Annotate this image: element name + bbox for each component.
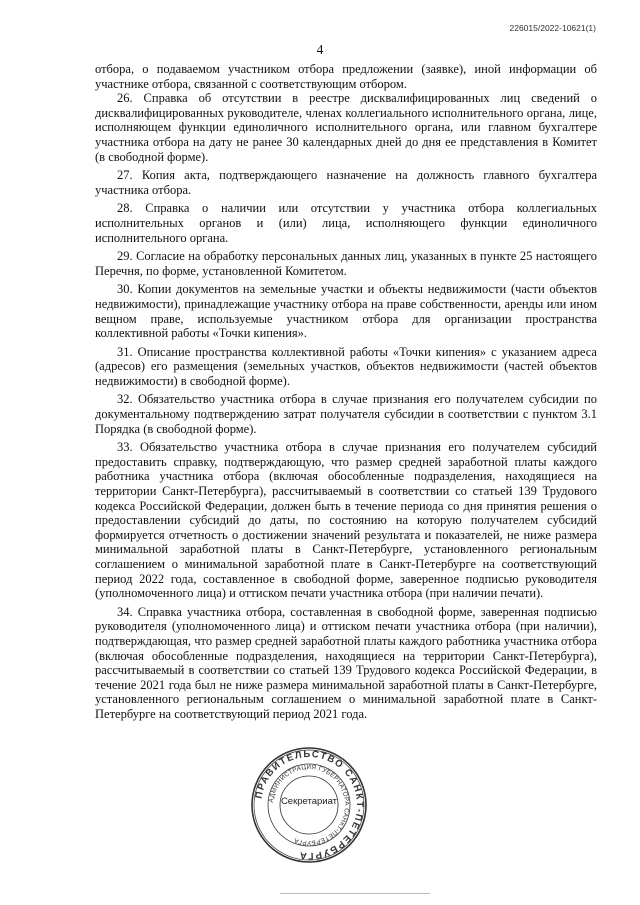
paragraph-item-28: 28. Справка о наличии или отсутствии у участника отбора коллегиальных исполнительных органов и (или) лица, исполняющего функции единоличного исполнительного органа. xyxy=(95,201,597,245)
document-id: 226015/2022-10621(1) xyxy=(509,23,596,33)
svg-text:ПРАВИТЕЛЬСТВО САНКТ-ПЕТЕРБУРГА: ПРАВИТЕЛЬСТВО САНКТ-ПЕТЕРБУРГА xyxy=(253,748,366,862)
paragraph-item-27: 27. Копия акта, подтверждающего назначение на должность главного бухгалтера участника отбора. xyxy=(95,168,597,197)
paragraph-item-31: 31. Описание пространства коллективной работы «Точки кипения» с указанием адреса (адресов) его размещения (земельных участков, объектов недвижимости (частей объектов недвижимости) в свободной форме). xyxy=(95,344,597,388)
paragraph-item-29: 29. Согласие на обработку персональных данных лиц, указанных в пункте 25 настоящего Перечня, по форме, установленной Комитетом. xyxy=(95,249,597,278)
paragraph-item-32: 32. Обязательство участника отбора в случае признания его получателем субсидии по документальному подтверждению затрат получателя субсидии в соответствии с пунктом 3.1 Порядка (в свободной форме). xyxy=(95,392,597,436)
document-body xyxy=(95,62,597,722)
seal-center-text: Секретариат xyxy=(280,796,338,807)
svg-text:АДМИНИСТРАЦИЯ ГУБЕРНАТОРА САНК: АДМИНИСТРАЦИЯ ГУБЕРНАТОРА САНКТ-ПЕТЕРБУРГА xyxy=(268,763,351,847)
paragraph-item-33: 33. Обязательство участника отбора в случае признания его получателем субсидий предоставить справку, подтверждающую, что размер средней заработной платы каждого работника участника отбора (включая обособленные подразделения, находящиеся на территории Санкт-Петербурга), рассчитываемый в соответствии со статьей 139 Трудового кодекса Российской Федерации, должен быть в течение периода со дня принятия решения о предоставлении субсидий до даты, по состоянию на которую получателем субсидий формируется отчетность о достижении значений результата и показателей, не ниже размера минимальной заработной платы в Санкт-Петербурге, установленного региональным соглашением о минимальной заработной плате в Санкт-Петербурге на соответствующий период 2022 года, составленное в свободной форме, заверенное подписью руководителя (уполномоченного лица) и оттиском печати участника отбора (при наличии печати). xyxy=(95,440,597,601)
paragraph-item-30: 30. Копии документов на земельные участки и объекты недвижимости (части объектов недвижимости), принадлежащие участнику отбора на праве собственности, аренды или ином вещном праве, используемые участником отбора для организации пространства коллективной работы «Точки кипения». xyxy=(95,282,597,341)
official-seal xyxy=(250,746,368,864)
paragraph-continuation: отбора, о подаваемом участником отбора предложении (заявке), иной информации об участнике отбора, связанной с соответствующим отбором. xyxy=(95,62,597,91)
page-number: 4 xyxy=(316,42,324,57)
paragraph-item-34: 34. Справка участника отбора, составленная в свободной форме, заверенная подписью руководителя (уполномоченного лица) и оттиском печати участника отбора (при наличии), подтверждающая, что размер средней заработной платы каждого работника участника отбора (включая обособленные подразделения, находящиеся на территории Санкт-Петербурга), рассчитываемый в соответствии со статьей 139 Трудового кодекса Российской Федерации, в течение 2021 года был не ниже размера минимальной заработной платы в Санкт-Петербурге, установленного региональным соглашением о минимальной заработной плате в Санкт-Петербурге на соответствующий период 2021 года. xyxy=(95,604,597,721)
paragraph-item-26: 26. Справка об отсутствии в реестре дисквалифицированных лиц сведений о дисквалифицированных руководителе, членах коллегиального исполнительного органа, лице, исполняющем функции единоличного исполнительного органа, или главном бухгалтере участника отбора на дату не ранее 30 календарных дней до дня ее представления в Комитет (в свободной форме). xyxy=(95,91,597,164)
signature-line xyxy=(280,893,430,894)
